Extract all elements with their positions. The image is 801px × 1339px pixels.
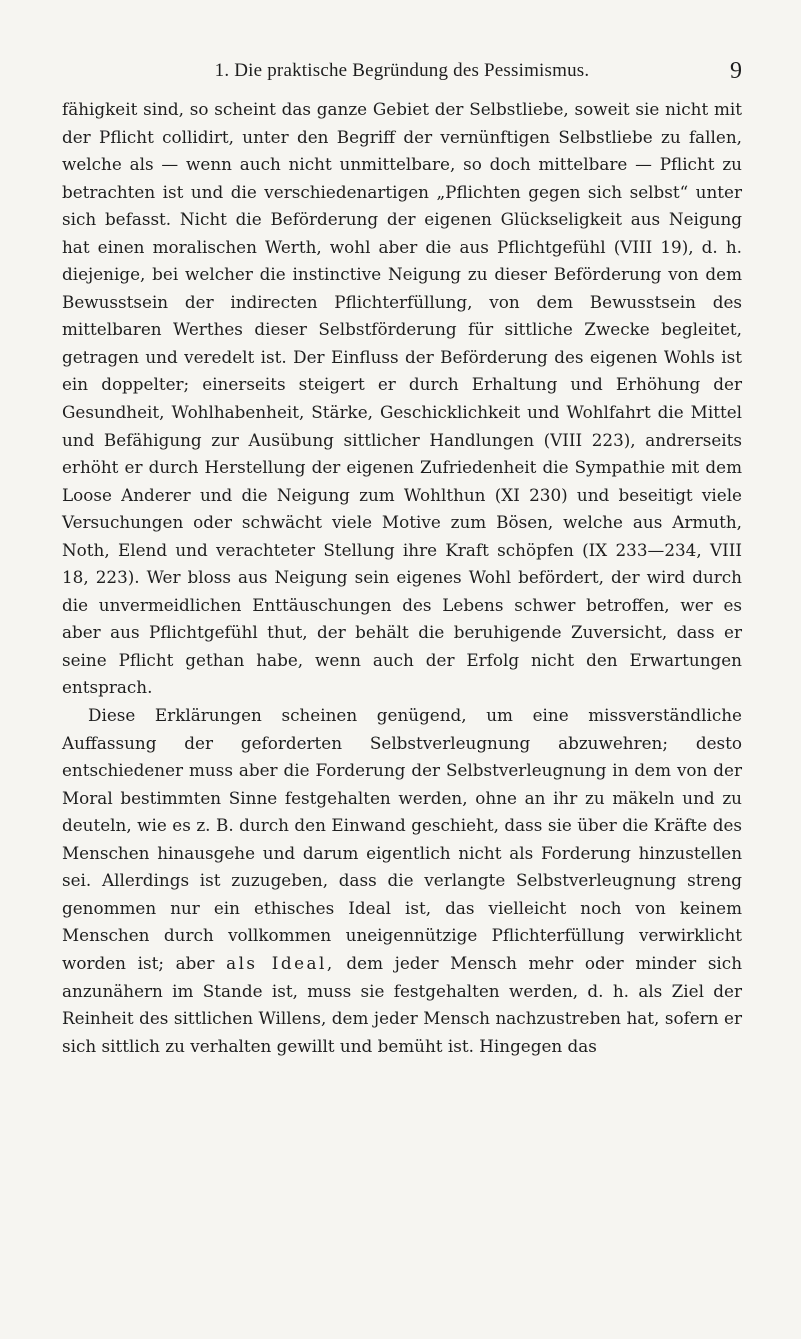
page-number: 9: [730, 58, 742, 84]
book-page: [62, 54, 742, 1060]
paragraph-2: [62, 702, 742, 1060]
paragraph-2-text-start: Diese Erklärungen scheinen genügend, um eine missverständliche Auffassung der geforderten Selbstverleugnung abzuwehren; desto entschiedener muss aber die Forderung der Selbstverleugnung in dem von der Moral bestimmten Sinne festgehalten werden, ohne an ihr zu mäkeln und zu deuteln, wie es z. B. durch den Einwand geschieht, dass sie über die Kräfte des Menschen hinausgehe und darum eigentlich nicht als Forderung hinzustellen sei. Allerdings ist zuzugeben, dass die verlangte Selbstverleugnung streng genommen nur ein ethisches Ideal ist, das vielleicht noch von keinem Menschen durch vollkommen uneigennützige Pflichterfüllung verwirklicht worden ist; aber: [62, 705, 742, 973]
page-header: [62, 54, 742, 88]
paragraph-2-text-end: dem jeder Mensch mehr oder minder sich anzunähern im Stande ist, muss sie festgehalten werden, d. h. als Ziel der Reinheit des sittlichen Willens, dem jeder Mensch nachzustreben hat, sofern er sich sittlich zu verhalten gewillt und bemüht ist. Hingegen das: [62, 952, 743, 1056]
running-title: 1. Die praktische Begründung des Pessimismus.: [214, 60, 590, 81]
emphasized-phrase: als Ideal,: [226, 952, 335, 973]
body-text: [62, 96, 742, 1060]
paragraph-1: fähigkeit sind, so scheint das ganze Gebiet der Selbstliebe, soweit sie nicht mit der Pflicht collidirt, unter den Begriff der vernünftigen Selbstliebe zu fallen, welche als — wenn auch nicht unmittelbare, so doch mittelbare — Pflicht zu betrachten ist und die verschiedenartigen „Pflichten gegen sich selbst“ unter sich befasst. Nicht die Beförderung der eigenen Glückseligkeit aus Neigung hat einen moralischen Werth, wohl aber die aus Pflichtgefühl (VIII 19), d. h. diejenige, bei welcher die instinctive Neigung zu dieser Beförderung von dem Bewusstsein der indirecten Pflichterfüllung, von dem Bewusstsein des mittelbaren Werthes dieser Selbstförderung für sittliche Zwecke begleitet, getragen und veredelt ist. Der Einfluss der Beförderung des eigenen Wohls ist ein doppelter; einerseits steigert er durch Erhaltung und Erhöhung der Gesundheit, Wohlhabenheit, Stärke, Geschicklichkeit und Wohlfahrt die Mittel und Befähigung zur Ausübung sittlicher Handlungen (VIII 223), andrerseits erhöht er durch Herstellung der eigenen Zufriedenheit die Sympathie mit dem Loose Anderer und die Neigung zum Wohlthun (XI 230) und beseitigt viele Versuchungen oder schwächt viele Motive zum Bösen, welche aus Armuth, Noth, Elend und verachteter Stellung ihre Kraft schöpfen (IX 233—234, VIII 18, 223). Wer bloss aus Neigung sein eigenes Wohl befördert, der wird durch die unvermeidlichen Enttäuschungen des Lebens schwer betroffen, wer es aber aus Pflichtgefühl thut, der behält die beruhigende Zuversicht, dass er seine Pflicht gethan habe, wenn auch der Erfolg nicht den Erwartungen entsprach.: [62, 99, 742, 698]
